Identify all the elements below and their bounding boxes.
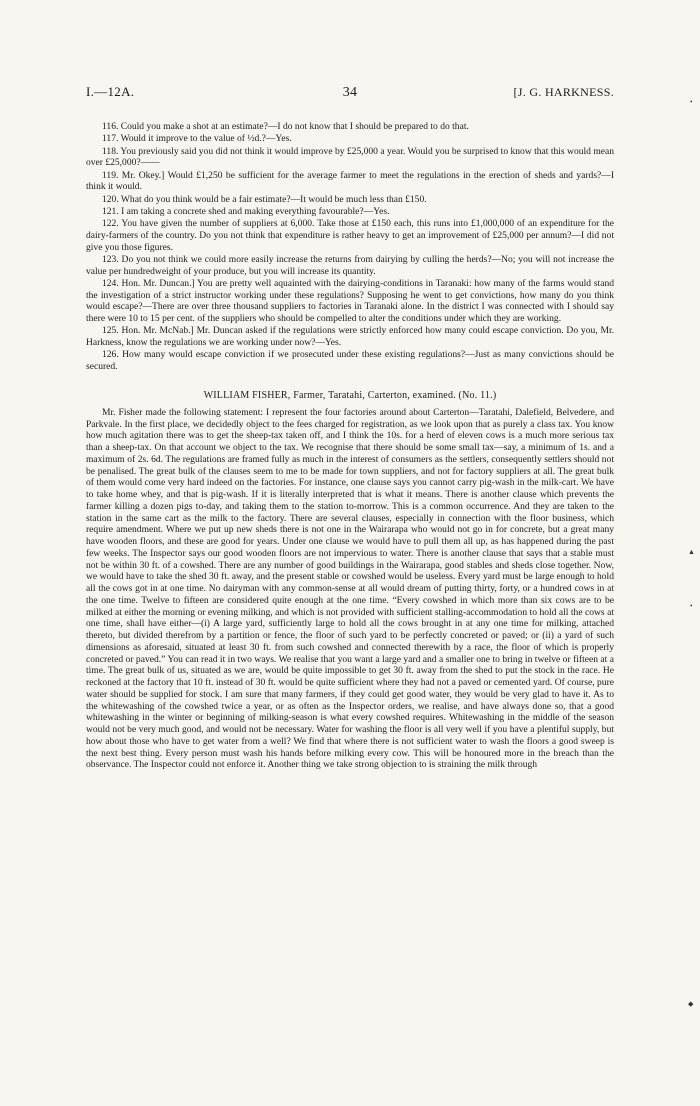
question-answer-list [86,121,614,373]
document-page [86,84,614,771]
qa-item: 118. You previously said you did not think it would improve by £25,000 a year. Would you be surprised to know that this would mean over £25,000?—— [86,145,614,169]
qa-item: 116. Could you make a shot at an estimate?—I do not know that I should be prepared to do that. [102,121,469,132]
qa-item: 117. Would it improve to the value of ½d.?—Yes. [102,133,292,145]
witness-name: [J. G. HARKNESS. [513,85,614,99]
witness-statement: Mr. Fisher made the following statement: I represent the four factories around about Carterton—Taratahi, Dalefield, Belvedere, and Parkvale. In the first place, we decidedly object to the fees charged for registration, as we look upon that as purely a class tax. You know how much agitation there was to get the sheep-tax taken off, and I think the 10s. for a herd of eleven cows is a much more serious tax than a sheep-tax. On that account we object to the tax. We recognise that there should be some small tax—say, a minimum of 1s. and a maximum of 2s. 6d. The regulations are framed fully as much in the interest of consumers as the settlers, consequently settlers should not be penalised. The great bulk of the clauses seem to me to be made for town suppliers, and not for factory suppliers at all. The great bulk of them would come very hard indeed on the factories. For instance, one clause says you cannot carry pig-wash in the milk-cart. We have to take home whey, and that is pig-wash. If it is literally interpreted that is what it means. There is another clause which prevents the farmer killing a dozen pigs to-day, and taking them to the station to-morrow. This is a common occurrence. And they are taken to the station in the same cart as the milk to the factory. There are several clauses, especially in connection with the floor business, which require amendment. Where we put up new sheds there is not one in the Wairarapa who would not go in for concrete, but a great many have wooden floors, and these are good for years. Under one clause we would have to pull them all up, as has happened during the past few weeks. The Inspector says our good wooden floors are not impervious to water. There is another clause that says that a stable must not be within 30 ft. of a cowshed. There are any number of good buildings in the Wairarapa, good stables and sheds close together. Now, we would have to take the shed 30 ft. away, and the present stable or cowshed would be useless. Every yard must be large enough to hold all the cows got in at one time. No dairyman with any common-sense at all would dream of putting thirty, forty, or a hundred cows in at the one time. Twelve to fifteen are considered quite enough at the one time. “Every cowshed in which more than six cows are to be milked at either the morning or evening milking, and which is not provided with sufficient stalling-accommodation to hold all the cows at one time, shall have either—(i) A large yard, sufficiently large to hold all the cows brought in at any one time for milking, attached thereto, but divided therefrom by a partition or fence, the floor of such yard to be perfectly concreted or paved; or (ii) a yard of such dimensions as aforesaid, situated at least 30 ft. from such cowshed and connected therewith by a race, the floor of which is properly concreted or paved.” You can read it in two ways. We realise that you want a large yard and a smaller one to bring in twelve or fifteen at a time. The great bulk of us, situated as we are, would be quite impossible to get 30 ft. away from the shed to put the stock in the race. He reckoned at the factory that 10 ft. instead of 30 ft. would be quite sufficient where they had not a paved or cemented yard. Of course, pure water should be supplied for stock. I am sure that many farmers, if they could get good water, they would be very glad to have it. As to the whitewashing of the cowshed twice a year, or as often as the Inspector orders, we realise, and have always done so, that a good whitewashing in the winter or beginning of milking-season is what every cowshed requires. Whitewashing in the middle of the season would not be very much good, and would not be necessary. Water for washing the floor is all very well if you have a plentiful supply, but how about those who have to get water from a well? We find that where there is not sufficient water to wash the floors a good sweep is the next best thing. Every person must wash his hands before milking every cow. This will be honoured more in the breach than the observance. The Inspector could not enforce it. Another thing we take strong objection to is straining the milk through [86,406,614,771]
margin-mark: • [690,98,693,106]
page-number: 34 [342,85,358,100]
qa-item: 119. Mr. Okey.] Would £1,250 be sufficient for the average farmer to meet the regulations in the erection of sheds and yards?—I think it would. [86,169,614,193]
section-heading: WILLIAM FISHER, Farmer, Taratahi, Carterton, examined. (No. 11.) [203,389,497,401]
margin-mark: • [690,602,693,610]
paper-reference: I.—12A. [86,84,135,99]
qa-item: 122. You have given the number of suppliers at 6,000. Take those at £150 each, this runs into £1,000,000 of an expenditure for the dairy-farmers of the country. Do you not think that expenditure is rather heavy to get an improvement of £25,000 per annum?—I did not give you those figures. [86,218,614,253]
qa-item: 125. Hon. Mr. McNab.] Mr. Duncan asked if the regulations were strictly enforced how many could escape conviction. Do you, Mr. Harkness, know the regulations we are working under now?—Yes. [86,325,614,348]
margin-mark: ◆ [688,1000,694,1008]
qa-item: 126. How many would escape conviction if we prosecuted under these existing regulations?—Just as many convictions should be secured. [86,349,614,372]
qa-item: 124. Hon. Mr. Duncan.] You are pretty well aquainted with the dairying-conditions in Taranaki: how many of the farms would stand the investigation of a strict instructor working under these regulations? Supposing he went to get convictions, how many do you think would escape?—There are over three thousand suppliers to factories in Taranaki alone. In the district I was connected with I should say there were 10 to 15 per cent. of the suppliers who should be compelled to alter the conditions under which they are working. [86,277,614,324]
margin-mark: ▲ [688,548,695,556]
qa-item: 121. I am taking a concrete shed and making everything favourable?—Yes. [102,205,390,217]
qa-item: 123. Do you not think we could more easily increase the returns from dairying by culling the herds?—No; you will not increase the value per hundredweight of your produce, but you will increase its quantity. [86,253,614,277]
qa-item: 120. What do you think would be a fair estimate?—It would be much less than £150. [102,193,427,205]
page-header [86,84,614,101]
